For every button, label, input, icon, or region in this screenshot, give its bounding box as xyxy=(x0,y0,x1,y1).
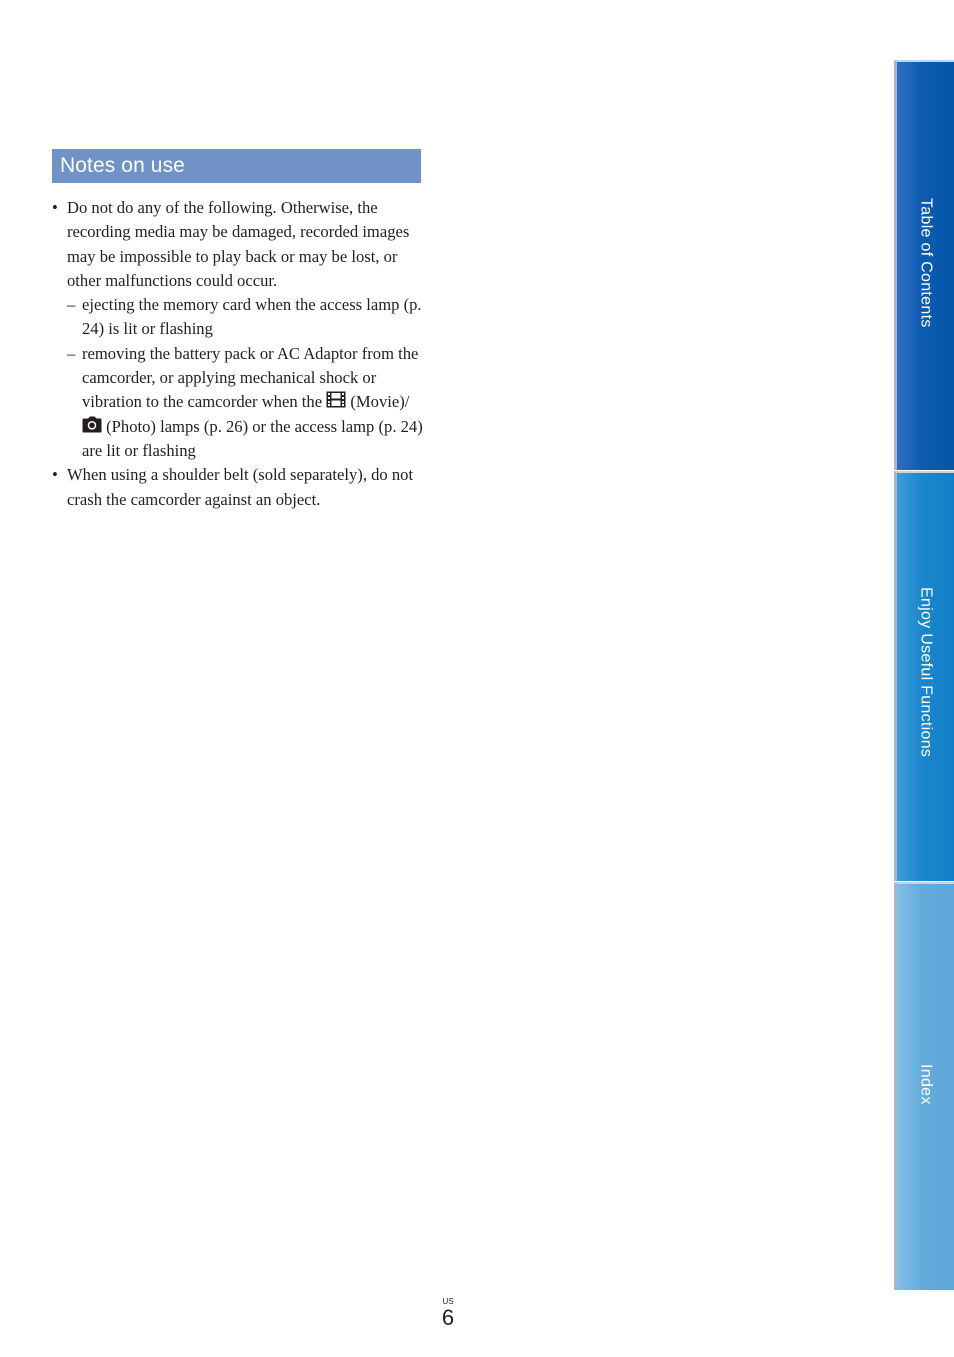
tab-index-label: Index xyxy=(917,1064,935,1105)
tab-table-of-contents[interactable] xyxy=(894,60,954,470)
tab-enjoy-useful-functions[interactable] xyxy=(894,471,954,881)
note-bullet-2 xyxy=(52,463,424,512)
tab-table-of-contents-label: Table of Contents xyxy=(917,198,935,328)
note-sub-item-2-text-a: removing the battery pack or AC Adaptor from the camcorder, or applying mechanical shock or vibration to the camcorder when the xyxy=(82,343,419,412)
section-header xyxy=(52,149,421,183)
tab-index[interactable] xyxy=(894,882,954,1290)
page-number xyxy=(440,1297,456,1329)
notes-content xyxy=(52,196,424,512)
side-navigation-tabs xyxy=(894,60,954,1290)
note-sub-item-2 xyxy=(52,342,424,463)
page-number-value: 6 xyxy=(441,1305,455,1330)
note-bullet-1 xyxy=(52,196,424,293)
page-region-code: US xyxy=(442,1297,454,1306)
note-sub-item-2-text-c: (Photo) lamps (p. 26) or the access lamp (p. 24) are lit or flashing xyxy=(82,416,423,460)
note-sub-item-2-text-b: (Movie)/ xyxy=(350,392,410,412)
note-sub-item-1-text: ejecting the memory card when the access lamp (p. 24) is lit or flashing xyxy=(82,295,422,339)
note-bullet-2-text: When using a shoulder belt (sold separately), do not crash the camcorder against an object. xyxy=(67,465,414,509)
section-title: Notes on use xyxy=(60,154,185,177)
tab-enjoy-useful-functions-label: Enjoy Useful Functions xyxy=(917,587,935,758)
note-bullet-1-text: Do not do any of the following. Otherwise, the recording media may be damaged, recorded images may be impossible to play back or may be lost, or other malfunctions could occur. xyxy=(67,198,410,290)
movie-film-icon xyxy=(326,391,346,408)
camera-icon xyxy=(82,416,102,433)
note-sub-item-1 xyxy=(52,293,424,342)
